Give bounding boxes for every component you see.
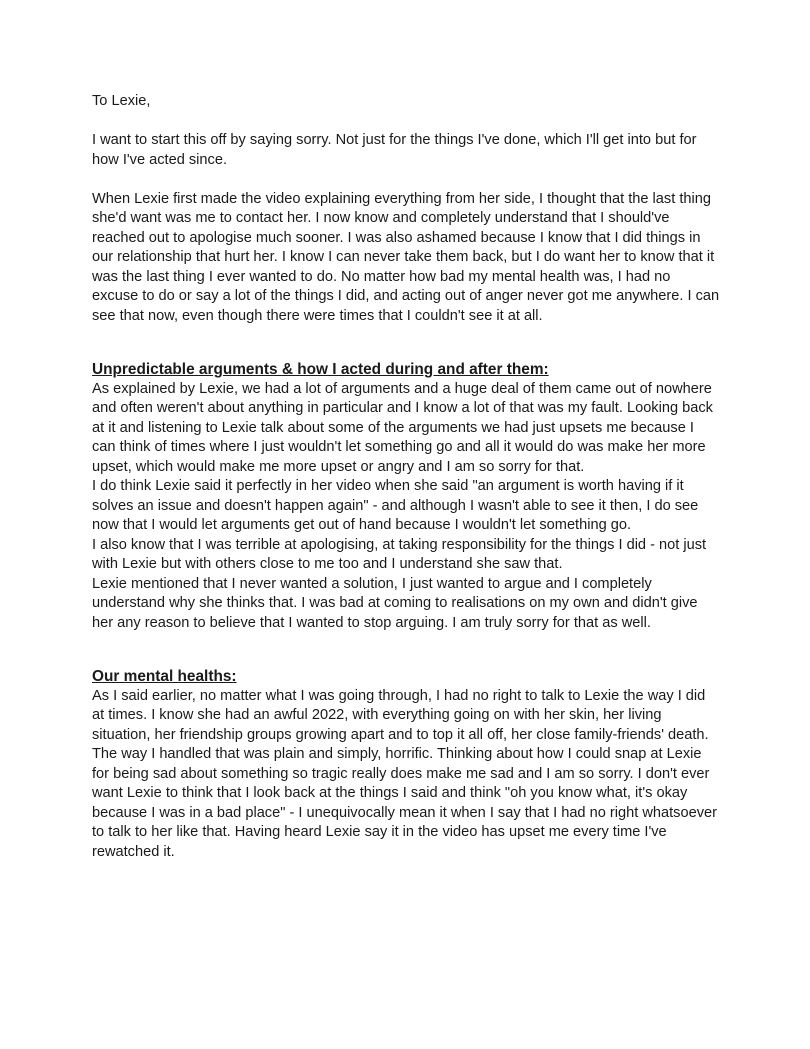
arguments-paragraph-3: I also know that I was terrible at apologising, at taking responsibility for the things I did - not just with Lexie but with others close to me too and I understand she saw that. [92, 536, 707, 572]
spacer [92, 633, 720, 667]
spacer [92, 326, 720, 360]
arguments-paragraph-2: I do think Lexie said it perfectly in her video when she said "an argument is worth having if it solves an issue and doesn't happen again" - and although I wasn't able to see it then, I do see now that I would let arguments get out of hand because I wouldn't let something go. [92, 478, 699, 533]
intro-paragraph-1: I want to start this off by saying sorry. Not just for the things I've done, which I'll get into but for how I've acted since. [92, 132, 697, 168]
spacer [92, 112, 720, 132]
section-heading-mental-health: Our mental healths: [92, 668, 237, 685]
arguments-paragraph-1: As explained by Lexie, we had a lot of arguments and a huge deal of them came out of nowhere and often weren't about anything in particular and I know a lot of that was my fault. Looking back at it and listening to Lexie talk about some of the arguments we had just upsets me because I can think of times where I just wouldn't let something go and all it would do was make her more upset, which would make me more upset or angry and I am so sorry for that. [92, 380, 713, 475]
intro-paragraph-2: When Lexie first made the video explaining everything from her side, I thought that the last thing she'd want was me to contact her. I now know and completely understand that I should've reached out to apologise much sooner. I was also ashamed because I know that I did things in our relationship that hurt her. I know I can never take them back, but I do want her to know that it was the last thing I ever wanted to do. No matter how bad my mental health was, I had no excuse to do or say a lot of the things I did, and acting out of anger never got me anywhere. I can see that now, even though there were times that I couldn't see it at all. [92, 190, 720, 324]
salutation: To Lexie, [92, 93, 151, 109]
mental-health-paragraph-1: As I said earlier, no matter what I was going through, I had no right to talk to Lexie the way I did at times. I know she had an awful 2022, with everything going on with her skin, her living situation, her friendship groups growing apart and to top it all off, her close family-friends' death. The way I handled that was plain and simply, horrific. Thinking about how I could snap at Lexie for being sad about something so tragic really does make me sad and I am so sorry. I don't ever want Lexie to think that I look back at the things I said and think "oh you know what, it's okay because I was in a bad place" - I unequivocally mean it when I say that I had no right whatsoever to talk to her like that. Having heard Lexie say it in the video has upset me every time I've rewatched it. [92, 687, 717, 860]
spacer [92, 170, 720, 190]
section-heading-arguments: Unpredictable arguments & how I acted during and after them: [92, 361, 549, 378]
arguments-paragraph-4: Lexie mentioned that I never wanted a solution, I just wanted to argue and I completely understand why she thinks that. I was bad at coming to realisations on my own and didn't give her any reason to believe that I wanted to stop arguing. I am truly sorry for that as well. [92, 575, 698, 631]
letter-page [92, 92, 720, 862]
